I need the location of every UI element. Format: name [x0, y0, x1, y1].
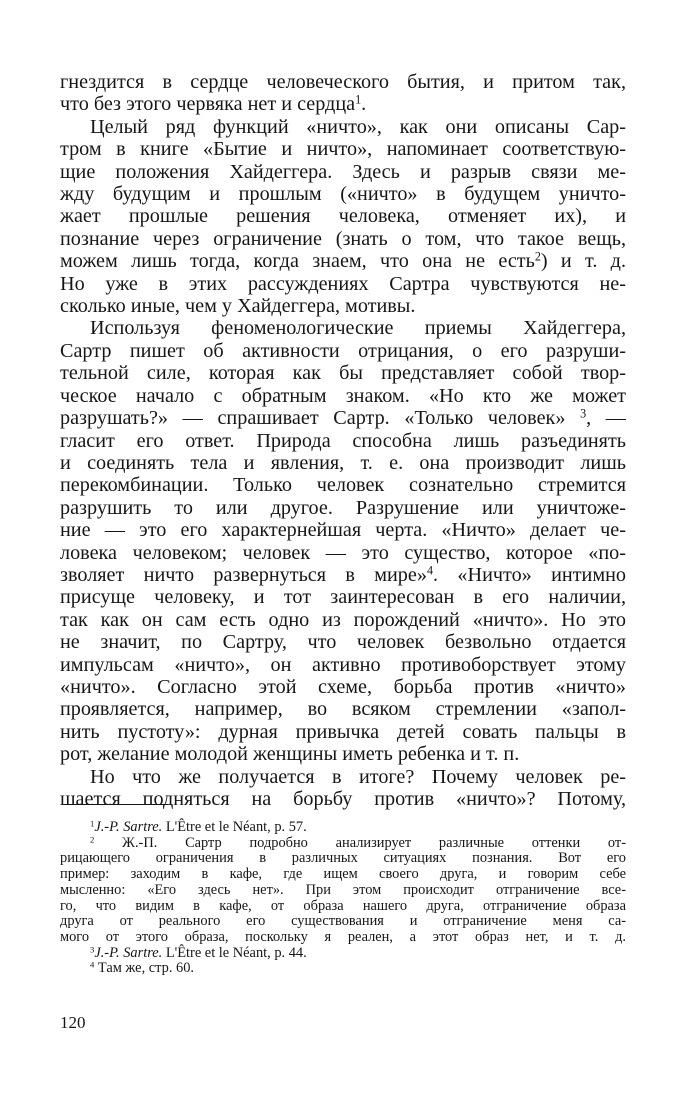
line-text: тельной силе, которая как бы представляет собой твор- — [60, 362, 626, 385]
line-text: Но уже в этих рассуждениях Сартра чувствуются не- — [60, 272, 626, 295]
line-text: Сартр пишет об активности отрицания, о его разруши- — [60, 339, 626, 362]
text-line — [60, 586, 626, 608]
line-text: импульсам «ничто», он активно противоборствует этому — [60, 653, 626, 676]
text-line — [60, 340, 626, 362]
footnote-marker: 3 — [580, 406, 587, 421]
text-line — [60, 788, 626, 810]
line-text: так как он сам есть одно из порождений «ничто». Но это — [60, 608, 626, 631]
footnote-author: J.-P. Sartre. — [94, 819, 163, 835]
footnote-text: Ж.-П. Сартр подробно анализирует различные оттенки от- — [94, 834, 626, 851]
line-text: ловека человеком; человек — это существо, которое «по- — [60, 541, 626, 564]
text-line — [60, 698, 626, 720]
text-line — [60, 654, 626, 676]
text-line — [60, 407, 626, 429]
line-text-tail: . «Ничто» интимно — [433, 563, 626, 586]
page-number: 120 — [60, 1013, 86, 1032]
text-line — [60, 474, 626, 496]
line-text: ние — это его характернейшая черта. «Ничто» делает че- — [60, 519, 626, 542]
text-line — [60, 743, 626, 765]
text-line — [60, 250, 626, 272]
footnote-text: L'Être et le Néant, p. 57. — [162, 819, 307, 835]
line-text: «ничто». Согласно этой схеме, борьба против «ничто» — [60, 675, 626, 698]
footnote-number: 3 — [90, 943, 95, 954]
line-text: перекомбинации. Только человек сознательно стремится — [60, 474, 626, 497]
footnote-text: рицающего ограничения в различных ситуациях познания. Вот его — [60, 850, 626, 867]
line-text: сколько иные, чем у Хайдеггера, мотивы. — [60, 295, 416, 318]
text-line — [60, 273, 626, 295]
footnote-marker: 1 — [355, 92, 362, 107]
footnote-line — [60, 899, 626, 915]
line-text: жду будущим и прошлым («ничто» в будущем уничто- — [60, 183, 626, 206]
footnote-number: 1 — [90, 818, 95, 829]
text-line — [60, 183, 626, 205]
footnote-line — [60, 930, 626, 946]
line-text: Целый ряд функций «ничто», как они описаны Сар- — [90, 115, 626, 138]
line-text: познание через ограничение (знать о том, что такое вещь, — [60, 227, 626, 250]
text-line — [60, 766, 626, 788]
line-text: проявляется, например, во всяком стремлении «запол- — [60, 698, 626, 721]
line-text: зволяет ничто развернуться в мире» — [60, 563, 427, 586]
footnote-text: пример: заходим в кафе, где ищем своего друга, и говорим себе — [60, 866, 626, 883]
footnote-marker: 4 — [426, 563, 434, 578]
text-line — [60, 452, 626, 474]
footnote-line — [60, 914, 626, 930]
footnote-line — [60, 833, 626, 852]
line-text: присуще человеку, и тот заинтересован в его наличии, — [60, 586, 626, 609]
text-line — [60, 161, 626, 183]
line-text-tail: ) и т. д. — [540, 250, 626, 273]
text-line — [60, 542, 626, 564]
text-line — [60, 676, 626, 698]
footnote-text: мого от этого образа, поскольку я реален, а этот образ нет, и т. д. — [60, 928, 626, 945]
text-line — [60, 228, 626, 250]
text-line — [60, 116, 626, 138]
footnote-text: Там же, стр. 60. — [94, 960, 194, 977]
footnote-separator — [64, 804, 168, 805]
line-text: можем лишь тогда, когда знаем, что она не есть — [60, 250, 535, 273]
text-line — [60, 497, 626, 519]
footnote-number: 2 — [90, 833, 95, 844]
line-text: тром в книге «Бытие и ничто», напоминает соответствую- — [60, 138, 626, 161]
text-line — [60, 362, 626, 384]
line-text: гласит его ответ. Природа способна лишь разъединять — [60, 429, 626, 452]
footnote-text: мысленно: «Его здесь нет». При этом происходит отграничение все- — [60, 881, 626, 898]
line-text: ческое начало с обратным знаком. «Но кто же может — [60, 384, 626, 407]
text-line — [60, 631, 626, 653]
text-line — [60, 71, 626, 93]
footnote-line — [60, 851, 626, 867]
line-text-tail: , — — [586, 407, 626, 430]
line-text: жает прошлые решения человека, отменяет их), и — [60, 205, 626, 228]
footnote-author: J.-P. Sartre. — [94, 944, 163, 961]
footnote-number: 4 — [90, 959, 95, 970]
text-line — [60, 385, 626, 407]
line-text: гнездится в сердце человеческого бытия, и притом так, — [60, 71, 626, 93]
footnote-line — [60, 961, 626, 977]
main-text — [60, 71, 626, 810]
footnote-text: друга от реального его существования и отграничение меня са- — [60, 913, 626, 930]
line-text: не значит, по Сартру, что человек безвольно отдается — [60, 631, 626, 654]
line-text: рот, желание молодой женщины иметь ребенка и т. п. — [60, 743, 520, 766]
text-line — [60, 93, 626, 115]
line-text-tail: . — [361, 93, 367, 116]
line-text: Но что же получается в итоге? Почему человек ре- — [90, 765, 626, 788]
line-text: разрушить то или другое. Разрушение или уничтоже- — [60, 496, 626, 519]
text-line — [60, 564, 626, 586]
text-line — [60, 430, 626, 452]
footnote-line — [60, 867, 626, 883]
text-line — [60, 138, 626, 160]
text-line — [60, 295, 626, 317]
line-text: щие положения Хайдеггера. Здесь и разрыв связи ме- — [60, 160, 626, 183]
line-text: и соединять тела и явления, т. е. она производит лишь — [60, 451, 626, 474]
footnote-marker: 2 — [534, 249, 541, 264]
text-line — [60, 519, 626, 541]
line-text: Используя феноменологические приемы Хайдеггера, — [90, 317, 626, 340]
footnote-text: го, что видим в кафе, от образа нашего друга, отграничение образа — [60, 897, 626, 914]
footnote-line — [60, 943, 626, 962]
footnotes — [60, 820, 626, 977]
text-line — [60, 317, 626, 339]
text-line — [60, 721, 626, 743]
line-text: шается подняться на борьбу против «ничто»? Потому, — [60, 788, 626, 810]
footnote-text: L'Être et le Néant, p. 44. — [162, 944, 307, 961]
line-text: нить пустоту»: дурная привычка детей совать пальцы в — [60, 720, 626, 743]
footnote-line — [60, 820, 626, 836]
footnote-line — [60, 883, 626, 899]
text-line — [60, 205, 626, 227]
line-text: разрушать?» — спрашивает Сартр. «Только человек» — [60, 407, 581, 430]
line-text: что без этого червяка нет и сердца — [60, 93, 356, 116]
text-line — [60, 609, 626, 631]
